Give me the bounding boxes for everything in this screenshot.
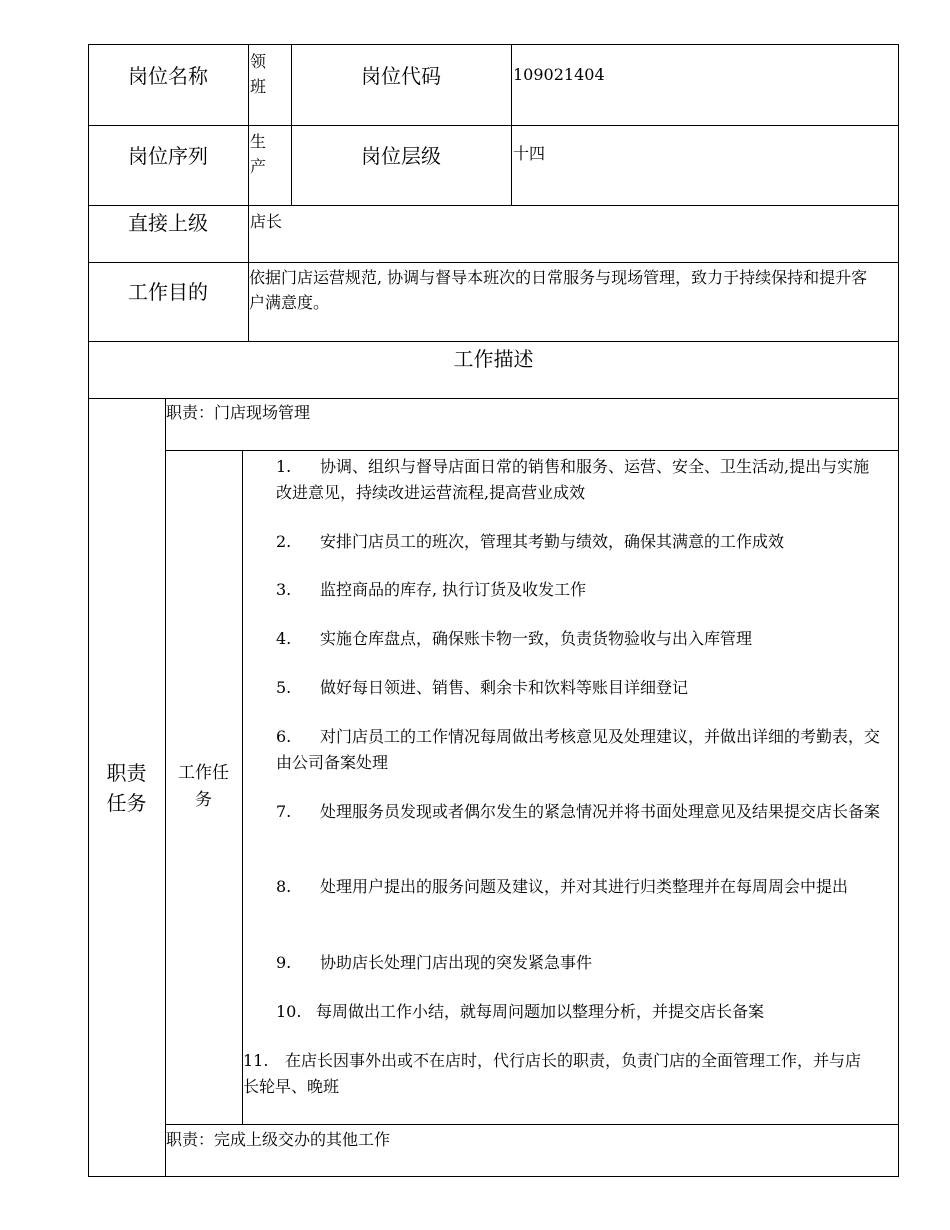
task-number: 3. [276,580,292,599]
subtask-label: 工作任务 [178,763,229,810]
purpose-value: 依据门店运营规范, 协调与督导本班次的日常服务与现场管理，致力于持续保持和提升客户满意度。 [249,268,868,312]
task-text: 协助店长处理门店出现的突发紧急事件 [320,953,593,972]
task-item [276,999,882,1025]
task-text: 每周做出工作小结，就每周问题加以整理分析，并提交店长备案 [316,1002,765,1021]
level-label: 岗位层级 [361,144,441,168]
task-item [243,1048,868,1100]
task-item [276,724,882,776]
task-text: 对门店员工的工作情况每周做出考核意见及处理建议，并做出详细的考勤表，交由公司备案处理 [276,727,881,772]
task-item [276,874,882,900]
task-number: 2. [276,532,292,551]
position-name-value: 领班 [250,52,267,96]
task-item [276,529,882,555]
task-item [276,799,882,825]
row-divider [165,450,899,451]
row-divider [88,398,899,399]
sequence-label: 岗位序列 [128,144,208,168]
task-text: 在店长因事外出或不在店时，代行店长的职责，负责门店的全面管理工作，并与店长轮早、晚班 [243,1051,862,1096]
task-number: 9. [276,953,292,972]
position-name-label: 岗位名称 [128,64,208,88]
purpose-label: 工作目的 [128,280,208,304]
sequence-value: 生产 [250,132,267,176]
job-description-table [88,44,899,1177]
task-number: 1. [276,457,292,476]
task-text: 安排门店员工的班次，管理其考勤与绩效，确保其满意的工作成效 [320,532,785,551]
task-number: 10. [276,1002,302,1021]
task-item [276,675,882,701]
duties-label-cell [88,398,165,1177]
task-item [276,577,882,603]
task-text: 处理用户提出的服务问题及建议，并对其进行归类整理并在每周周会中提出 [320,877,849,896]
task-item [276,950,882,976]
task-text: 监控商品的库存, 执行订货及收发工作 [320,580,587,599]
superior-value: 店长 [250,212,283,231]
row-divider [165,1124,899,1125]
task-text: 处理服务员发现或者偶尔发生的紧急情况并将书面处理意见及结果提交店长备案 [320,802,881,821]
task-number: 6. [276,727,292,746]
task-text: 做好每日领进、销售、剩余卡和饮料等账目详细登记 [320,678,689,697]
level-value: 十四 [513,144,546,163]
duties-label: 职责任务 [106,760,147,815]
task-number: 8. [276,877,292,896]
col-divider [242,450,243,1124]
position-code-label: 岗位代码 [361,64,441,88]
task-text: 实施仓库盘点，确保账卡物一致，负责货物验收与出入库管理 [320,629,753,648]
duty-2: 职责：完成上级交办的其他工作 [166,1130,391,1149]
task-item [276,454,882,506]
task-number: 11. [243,1051,269,1070]
task-number: 7. [276,802,292,821]
duty-1: 职责：门店现场管理 [166,403,311,422]
col-divider [511,44,512,205]
subtask-label-cell [165,450,242,1124]
task-number: 5. [276,678,292,697]
task-text: 协调、组织与督导店面日常的销售和服务、运营、安全、卫生活动,提出与实施改进意见，持续改进运营流程,提高营业成效 [276,457,870,502]
task-item [276,626,882,652]
position-code-value: 109021404 [513,65,605,84]
task-number: 4. [276,629,292,648]
superior-label: 直接上级 [128,211,208,235]
section-title: 工作描述 [453,347,534,371]
